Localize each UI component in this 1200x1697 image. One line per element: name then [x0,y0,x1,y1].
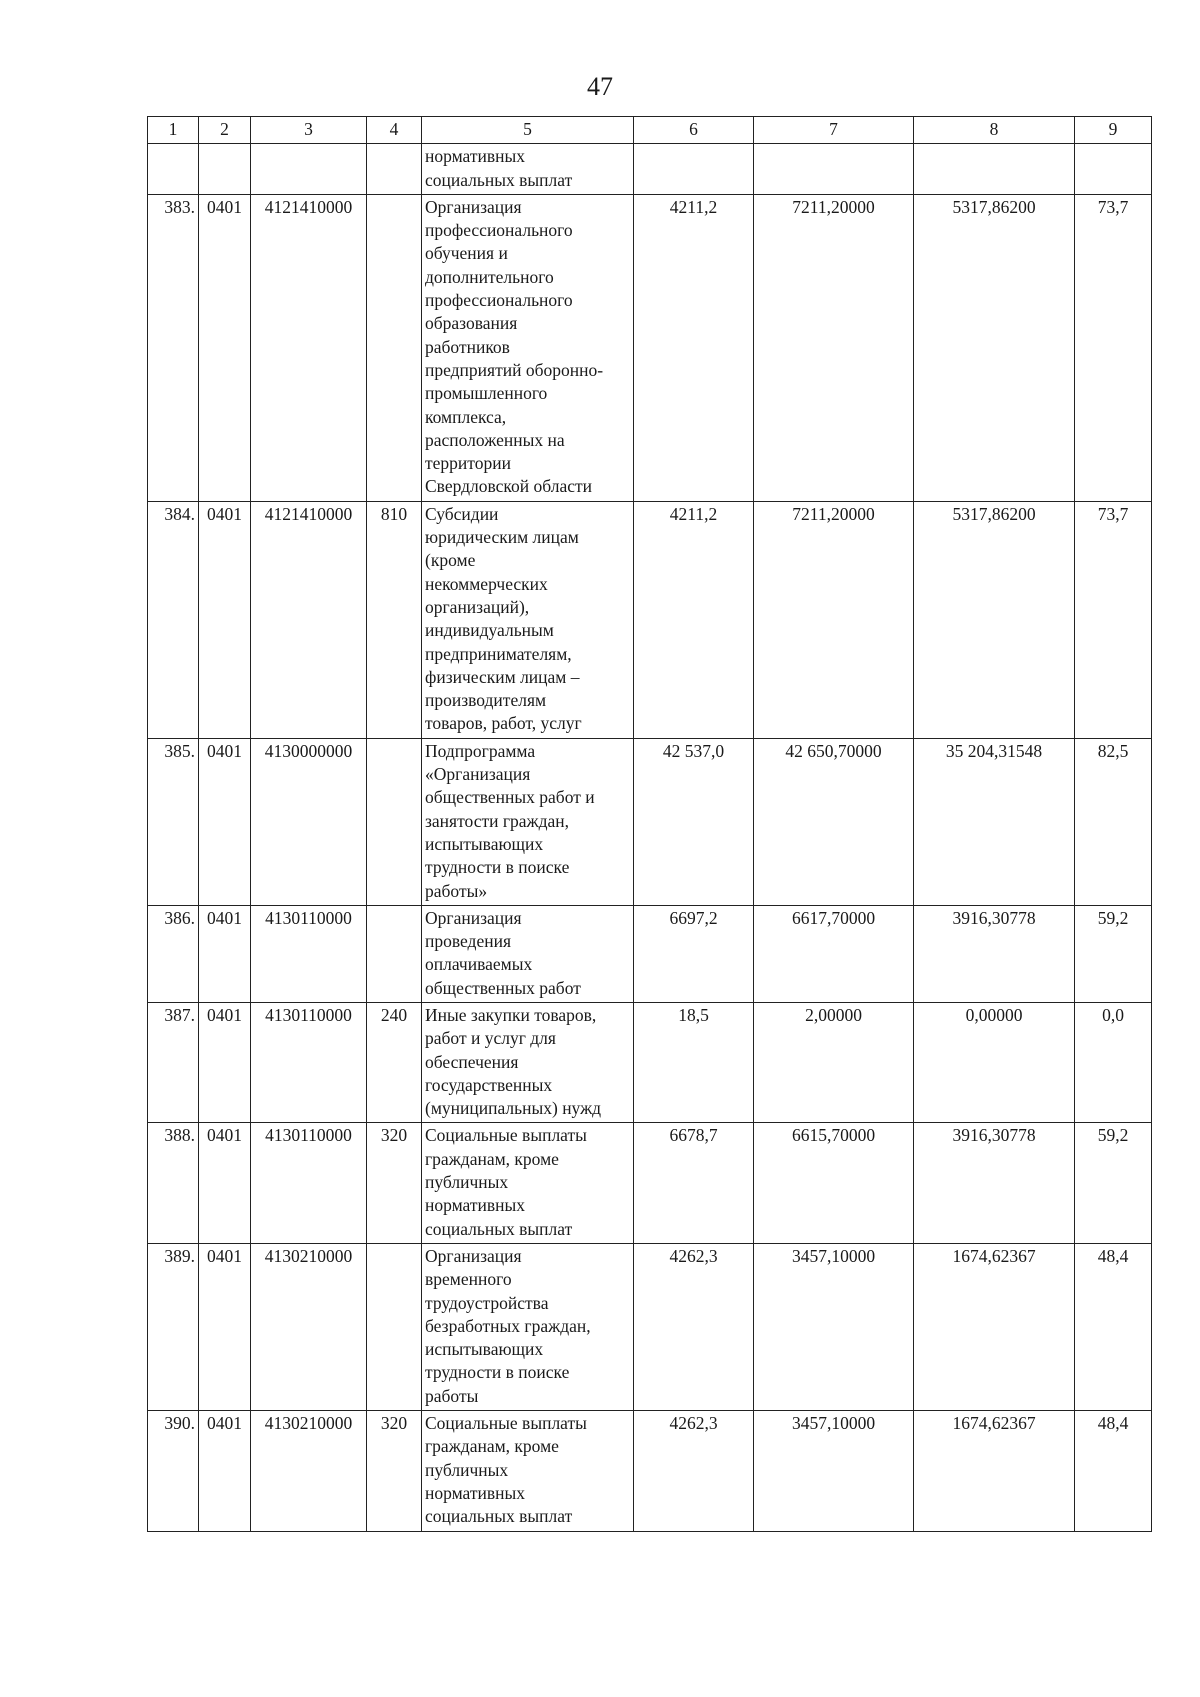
executed-value-cell: 5317,86200 [914,194,1075,501]
specified-value-cell: 42 650,70000 [754,738,914,905]
expense-kind-cell: 240 [367,1002,422,1122]
table-body [148,144,1152,1531]
column-header-8: 8 [914,117,1075,144]
column-header-6: 6 [634,117,754,144]
percent-cell: 73,7 [1075,194,1152,501]
executed-value-cell: 3916,30778 [914,1123,1075,1243]
table-row [148,194,1152,501]
executed-value-cell: 5317,86200 [914,501,1075,738]
plan-value-cell [634,144,754,195]
executed-value-cell: 1674,62367 [914,1243,1075,1410]
specified-value-cell [754,144,914,195]
item-name-cell: Организация проведения оплачиваемых общественных работ [422,905,634,1002]
specified-value-cell: 7211,20000 [754,194,914,501]
table-row [148,1411,1152,1531]
target-article-cell: 4130000000 [251,738,367,905]
percent-cell [1075,144,1152,195]
section-code-cell: 0401 [199,905,251,1002]
item-name-cell: нормативных социальных выплат [422,144,634,195]
specified-value-cell: 6617,70000 [754,905,914,1002]
table-row [148,144,1152,195]
target-article-cell: 4130110000 [251,1123,367,1243]
plan-value-cell: 4211,2 [634,194,754,501]
row-number-cell [148,144,199,195]
plan-value-cell: 6678,7 [634,1123,754,1243]
target-article-cell: 4130110000 [251,905,367,1002]
item-name-cell: Подпрограмма «Организация общественных работ и занятости граждан, испытывающих трудности в поиске работы» [422,738,634,905]
specified-value-cell: 3457,10000 [754,1411,914,1531]
row-number-cell: 387. [148,1002,199,1122]
item-name-cell: Организация профессионального обучения и дополнительного профессионального образования работников предприятий оборонно- промышленного комплекса, расположенных на территории Свердловской области [422,194,634,501]
item-name-cell: Субсидии юридическим лицам (кроме некоммерческих организаций), индивидуальным предпринимателям, физическим лицам – производителям товаров, работ, услуг [422,501,634,738]
table-row [148,501,1152,738]
specified-value-cell: 2,00000 [754,1002,914,1122]
executed-value-cell: 35 204,31548 [914,738,1075,905]
item-name-cell: Социальные выплаты гражданам, кроме публичных нормативных социальных выплат [422,1123,634,1243]
section-code-cell: 0401 [199,194,251,501]
target-article-cell: 4130110000 [251,1002,367,1122]
table-row [148,1002,1152,1122]
target-article-cell: 4130210000 [251,1411,367,1531]
item-name-cell: Организация временного трудоустройства безработных граждан, испытывающих трудности в поиске работы [422,1243,634,1410]
percent-cell: 59,2 [1075,905,1152,1002]
percent-cell: 0,0 [1075,1002,1152,1122]
row-number-cell: 386. [148,905,199,1002]
item-name-cell: Иные закупки товаров, работ и услуг для обеспечения государственных (муниципальных) нужд [422,1002,634,1122]
section-code-cell: 0401 [199,501,251,738]
expense-kind-cell: 320 [367,1411,422,1531]
row-number-cell: 385. [148,738,199,905]
specified-value-cell: 3457,10000 [754,1243,914,1410]
column-header-4: 4 [367,117,422,144]
expense-kind-cell [367,1243,422,1410]
percent-cell: 48,4 [1075,1243,1152,1410]
expense-kind-cell [367,905,422,1002]
percent-cell: 82,5 [1075,738,1152,905]
column-header-3: 3 [251,117,367,144]
column-header-7: 7 [754,117,914,144]
percent-cell: 59,2 [1075,1123,1152,1243]
table-row [148,738,1152,905]
executed-value-cell [914,144,1075,195]
column-header-2: 2 [199,117,251,144]
target-article-cell: 4130210000 [251,1243,367,1410]
plan-value-cell: 4262,3 [634,1243,754,1410]
percent-cell: 73,7 [1075,501,1152,738]
table-row [148,1123,1152,1243]
plan-value-cell: 4211,2 [634,501,754,738]
section-code-cell: 0401 [199,1411,251,1531]
plan-value-cell: 6697,2 [634,905,754,1002]
row-number-cell: 388. [148,1123,199,1243]
section-code-cell: 0401 [199,1123,251,1243]
expense-kind-cell [367,738,422,905]
column-header-9: 9 [1075,117,1152,144]
row-number-cell: 389. [148,1243,199,1410]
plan-value-cell: 42 537,0 [634,738,754,905]
table-header-row [148,117,1152,144]
plan-value-cell: 18,5 [634,1002,754,1122]
target-article-cell: 4121410000 [251,194,367,501]
target-article-cell [251,144,367,195]
percent-cell: 48,4 [1075,1411,1152,1531]
expense-kind-cell: 320 [367,1123,422,1243]
target-article-cell: 4121410000 [251,501,367,738]
executed-value-cell: 1674,62367 [914,1411,1075,1531]
plan-value-cell: 4262,3 [634,1411,754,1531]
expense-kind-cell: 810 [367,501,422,738]
section-code-cell: 0401 [199,1243,251,1410]
expense-kind-cell [367,194,422,501]
executed-value-cell: 3916,30778 [914,905,1075,1002]
row-number-cell: 383. [148,194,199,501]
column-header-5: 5 [422,117,634,144]
expense-kind-cell [367,144,422,195]
executed-value-cell: 0,00000 [914,1002,1075,1122]
section-code-cell: 0401 [199,1002,251,1122]
section-code-cell [199,144,251,195]
specified-value-cell: 7211,20000 [754,501,914,738]
table-row [148,1243,1152,1410]
specified-value-cell: 6615,70000 [754,1123,914,1243]
row-number-cell: 390. [148,1411,199,1531]
table-row [148,905,1152,1002]
column-header-1: 1 [148,117,199,144]
item-name-cell: Социальные выплаты гражданам, кроме публичных нормативных социальных выплат [422,1411,634,1531]
section-code-cell: 0401 [199,738,251,905]
page-number: 47 [587,72,613,101]
budget-table [147,116,1152,1532]
row-number-cell: 384. [148,501,199,738]
